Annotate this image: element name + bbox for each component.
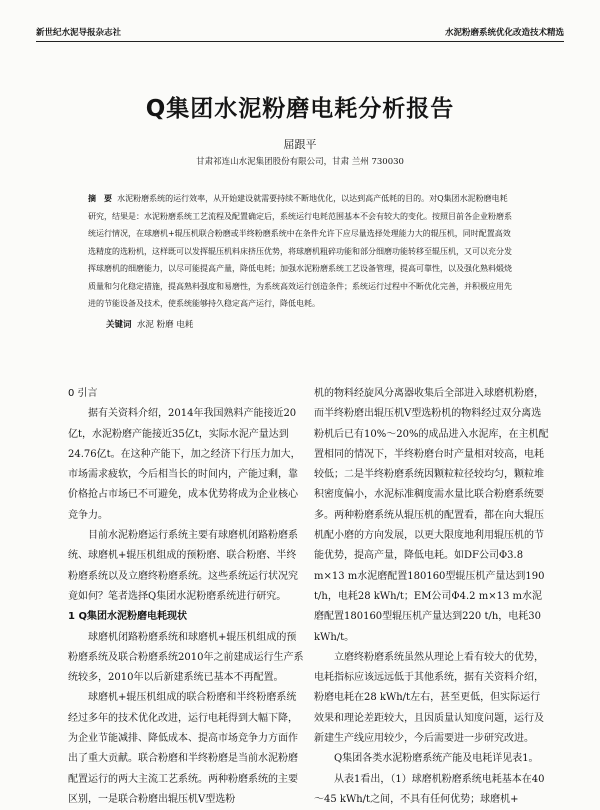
keywords-label: 关键词	[106, 320, 132, 330]
left-column	[68, 384, 304, 810]
author-name: 屈跟平	[283, 138, 317, 151]
author-affiliation: 甘肃祁连山水泥集团股份有限公司，甘肃 兰州 730030	[196, 157, 404, 167]
keywords	[106, 318, 512, 330]
paragraph: 球磨机+辊压机组成的联合粉磨和半终粉磨系统经过多年的技术优化改进，运行电耗得到大幅下降，为企业节能减排、降低成本、提高市场竞争力方面作出了重大贡献。联合粉磨和半终粉磨是当前水泥粉磨配置运行的两大主流工艺系统。两种粉磨系统的主要区别，一是联合粉磨出辊压机V型选粉	[68, 692, 298, 805]
abstract-label: 摘 要	[88, 194, 112, 203]
table-reference: Q集团各类水泥粉磨系统产能及电耗详见表1。	[334, 753, 539, 765]
abstract	[88, 190, 512, 313]
section-1-heading: 1 Q集团水泥粉磨电耗现状	[68, 611, 187, 623]
journal-name: 新世纪水泥导报杂志社	[36, 28, 122, 38]
paragraph-continued: 机的物料经旋风分离器收集后全部进入球磨机粉磨，而半终粉磨出辊压机V型选粉机的物料经过双分离选粉机后已有10%～20%的成品进入水泥库，在主机配置相同的情况下，半终粉磨台时产量相对较高，电耗较低；二是半终粉磨系统因颗粒粒径较均匀，颗粒堆积密度偏小，水泥标准稠度需水量比联合粉磨系统要多。两种粉磨系统从辊压机的配置看，都在向大辊压机配小磨的方向发展，以更大限度地利用辊压机的节能优势，提高产量，降低电耗。如DF公司Φ3.8 m×13 m水泥磨配置180160型辊压机产量达到190 t/h，电耗28 kWh/t；EM公司Φ4.2 m×13 m水泥磨配置180160型辊压机产量达到220 t/h，电耗30 kWh/t。	[314, 388, 549, 643]
paragraph: 据有关资料介绍，2014年我国熟料产能接近20亿t，水泥粉磨产能接近35亿t，实际水泥产量达到24.76亿t。在这种产能下，加之经济下行压力加大，市场需求疲软，今后相当长的时间内，产能过剩，靠价格抢占市场已不可避免，成本优势将成为企业核心竞争力。	[68, 408, 301, 521]
paragraph: 目前水泥粉磨运行系统主要有球磨机闭路粉磨系统、球磨机+辊压机组成的预粉磨、联合粉磨、半终粉磨系统以及立磨终粉磨系统。这些系统运行状况究竟如何？笔者选择Q集团水泥粉磨系统进行研究。	[68, 530, 298, 602]
section-name: 水泥粉磨系统优化改造技术精选	[444, 28, 564, 38]
paragraph: 球磨机闭路粉磨系统和球磨机+辊压机组成的预粉磨系统及联合粉磨系统2010年之前建成运行生产系统较多，2010年以后新建系统已基本不再配置。	[68, 631, 304, 684]
right-column	[314, 384, 550, 810]
paragraph: 从表1看出，（1）球磨机粉磨系统电耗基本在40～45 kWh/t之间，不具有任何优势；球磨机+	[314, 773, 545, 805]
paragraph: 立磨终粉磨系统虽然从理论上看有较大的优势，电耗指标应该远远低于其他系统，据有关资料介绍，粉磨电耗在28 kWh/t左右，甚至更低，但实际运行效果和理论差距较大，且因质量认知度问题，运行及新建生产线应用较少，今后需要进一步研究改进。	[314, 651, 544, 745]
running-header	[36, 26, 564, 38]
abstract-text: 水泥粉磨系统的运行效率，从开始建设就需要持续不断地优化，以达到高产低耗的目的。对Q集团水泥粉磨电耗研究，结果是：水泥粉磨系统工艺流程及配置确定后，系统运行电耗范围基本不会有较大的变化。按照目前各企业粉磨系统运行情况，在球磨机+辊压机联合粉磨或半终粉磨系统中在条件允许下应尽量选择处理能力大的辊压机，同时配置高效选精度的选粉机，这样既可以发挥辊压机料床挤压优势，将球磨机粗碎功能和部分细磨功能转移至辊压机，又可以充分发挥球磨机的细磨能力，以尽可能提高产量，降低电耗；加强水泥粉磨系统工艺设备管理，提高可靠性，以及强化熟料煅烧质量和匀化稳定措施，提高熟料强度和易磨性，为系统高效运行创造条件；系统运行过程中不断优化完善，并积极应用先进的节能设备及技术，使系统能够持久稳定高产运行，降低电耗。	[88, 194, 512, 308]
header-rule	[36, 41, 564, 42]
article-title: Q集团水泥粉磨电耗分析报告	[145, 96, 455, 122]
keywords-text: 水泥 粉磨 电耗	[136, 320, 194, 330]
section-0-heading: 0 引言	[68, 388, 98, 399]
